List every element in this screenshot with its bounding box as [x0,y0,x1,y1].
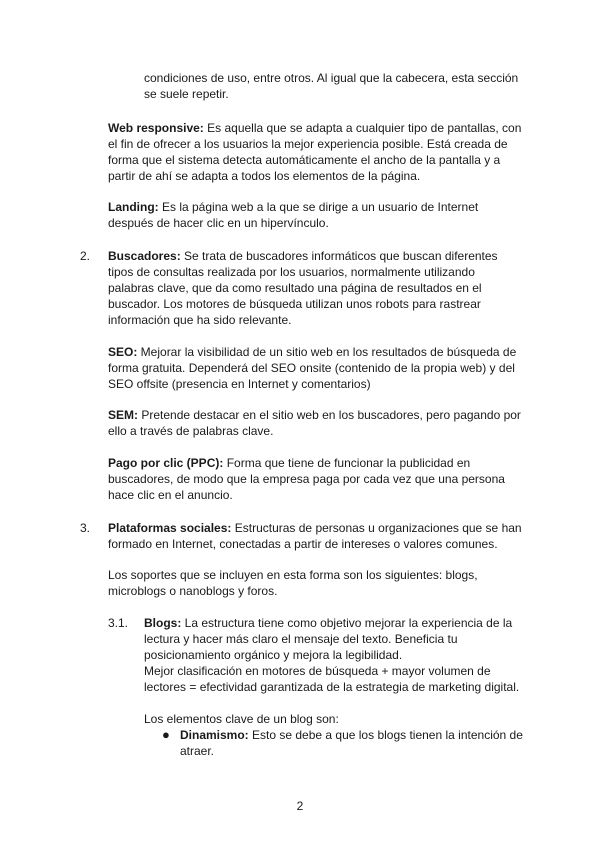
text-line: Esto se debe a que los blogs tienen la intención de [248,728,523,742]
bullet-icon: ● [162,727,170,742]
text-line: forma gratuita. Dependerá del SEO onsite (contenido de la propia web) y del [108,361,515,375]
text-line: forma que el sistema detecta automáticamente el ancho de la pantalla y a [108,153,501,167]
text-line: después de hacer clic en un hipervínculo. [108,216,329,230]
text-line: buscador. Los motores de búsqueda utilizan unos robots para rastrear [108,297,481,311]
text-line: se suele repetir. [144,87,229,101]
text-line: buscadores, de modo que la empresa paga por cada vez que una persona [108,472,505,486]
term-buscadores: Buscadores: [108,249,181,263]
text-line: microblogs o nanoblogs y foros. [108,584,278,598]
text-line: atraer. [180,744,215,758]
text-line: lectores = efectividad garantizada de la estrategia de marketing digital. [144,680,520,694]
elementos-paragraph [144,711,528,727]
list-number-3-1: 3.1. [108,616,129,630]
term-web-responsive: Web responsive: [108,121,204,135]
text-line: Es aquella que se adapta a cualquier tipo de pantallas, con [203,121,522,135]
term-blogs: Blogs: [144,616,182,630]
text-line: Forma que tiene de funcionar la publicidad en [223,456,471,470]
text-line: condiciones de uso, entre otros. Al igual que la cabecera, esta sección [144,71,519,85]
term-sem: SEM: [108,408,138,422]
text-line: Estructuras de personas u organizaciones que se han [231,521,522,535]
text-line: formado en Internet, conectadas a partir de intereses o valores comunes. [108,537,498,551]
text-line: posicionamiento orgánico y mejora la legibilidad. [144,648,403,662]
text-line: ello a través de palabras clave. [108,424,274,438]
text-line: SEO offsite (presencia en Internet y comentarios) [108,377,371,391]
landing-paragraph [108,199,528,231]
text-line: tipos de consultas realizada por los usuarios, normalmente utilizando [108,265,475,279]
text-line: Mejorar la visibilidad de un sitio web en los resultados de búsqueda de [137,345,517,359]
page-number: 2 [296,799,304,813]
sem-paragraph [108,407,528,439]
term-seo: SEO: [108,345,138,359]
web-responsive-paragraph [108,120,528,184]
text-line: palabras clave, que da como resultado una página de resultados en el [108,281,482,295]
text-line: La estructura tiene como objetivo mejorar la experiencia de la [181,616,513,630]
text-line: Los elementos clave de un blog son: [144,712,339,726]
text-line: Se trata de buscadores informáticos que buscan diferentes [180,249,498,263]
text-line: Los soportes que se incluyen en esta forma son los siguientes: blogs, [108,568,478,582]
text-line: el fin de ofrecer a los usuarios la mejor experiencia posible. Está creada de [108,137,508,151]
plataformas-paragraph [108,520,528,552]
list-number-2: 2. [80,249,91,263]
term-landing: Landing: [108,200,159,214]
text-line: partir de ahí se adapta a todos los elementos de la página. [108,169,421,183]
soportes-paragraph [108,567,528,599]
buscadores-paragraph [108,248,528,328]
dinamismo-paragraph [180,727,530,759]
ppc-paragraph [108,455,528,503]
term-plataformas: Plataformas sociales: [108,521,232,535]
text-line: Es la página web a la que se dirige a un usuario de Internet [158,200,479,214]
text-line: Mejor clasificación en motores de búsqueda + mayor volumen de [144,664,491,678]
continuation-paragraph [144,70,528,102]
term-dinamismo: Dinamismo: [180,728,249,742]
text-line: Pretende destacar en el sitio web en los buscadores, pero pagando por [138,408,521,422]
list-number-3: 3. [80,521,91,535]
blogs-paragraph [144,615,528,695]
text-line: lectura y hacer más claro el mensaje del texto. Beneficia tu [144,632,458,646]
term-ppc: Pago por clic (PPC): [108,456,224,470]
seo-paragraph [108,344,528,392]
text-line: información que ha sido relevante. [108,313,292,327]
text-line: hace clic en el anuncio. [108,488,233,502]
